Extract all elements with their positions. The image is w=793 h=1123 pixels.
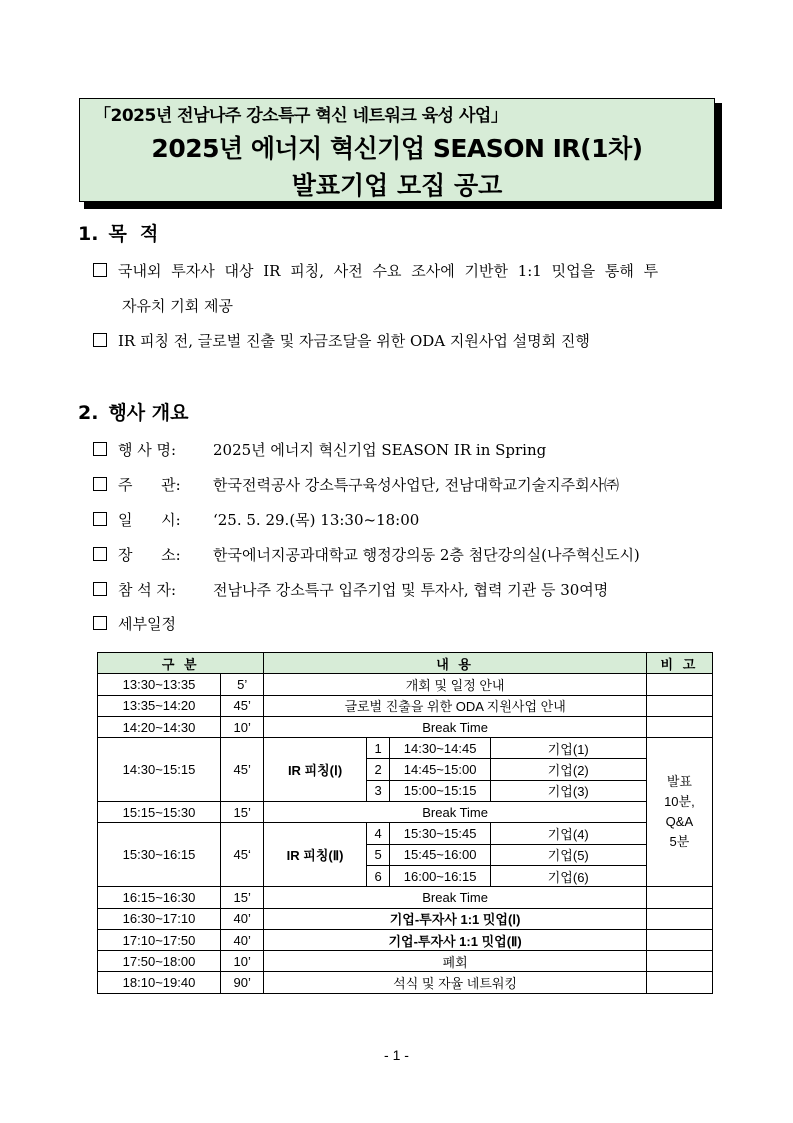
checkbox-square-icon: [93, 547, 107, 561]
note-presentation: [646, 738, 712, 887]
duration-cell: 40’: [220, 929, 263, 950]
note-cell: [646, 887, 712, 908]
table-row: [98, 674, 713, 695]
slot-time: 14:45~15:00: [390, 759, 490, 780]
section2-number: 2.: [78, 402, 99, 424]
checkbox-square-icon: [93, 333, 107, 347]
table-row: [98, 716, 713, 737]
slot-number: 2: [366, 759, 390, 780]
item-label: 장 소:: [118, 546, 181, 564]
duration-cell: 40’: [220, 908, 263, 929]
slot-company: 기업(3): [490, 780, 646, 801]
section1-heading: [78, 219, 158, 246]
note-line: 5분: [669, 834, 690, 850]
session-cell: IR 피칭(Ⅰ): [264, 738, 366, 802]
note-line: 발표: [666, 773, 692, 789]
checkbox-square-icon: [93, 582, 107, 596]
header-division: 구 분: [98, 653, 264, 674]
overview-item-attendees: [93, 579, 608, 600]
item-value: 2025년 에너지 혁신기업 SEASON IR in Spring: [213, 441, 547, 459]
schedule-table: [97, 652, 713, 994]
note-line: Q&A: [665, 814, 694, 830]
checkbox-square-icon: [93, 263, 107, 277]
slot-time: 15:45~16:00: [390, 844, 490, 865]
slot-time: 15:00~15:15: [390, 780, 490, 801]
overview-item-name: [93, 439, 546, 460]
time-cell: 16:15~16:30: [98, 887, 221, 908]
checkbox-square-icon: [93, 442, 107, 456]
time-cell: 13:30~13:35: [98, 674, 221, 695]
slot-number: 4: [366, 823, 390, 844]
note-cell: [646, 695, 712, 716]
duration-cell: 45‘: [220, 823, 263, 887]
note-cell: [646, 972, 712, 993]
content-cell: 석식 및 자율 네트워킹: [264, 972, 646, 993]
table-row: [98, 738, 713, 759]
time-cell: 17:50~18:00: [98, 951, 221, 972]
content-cell: Break Time: [264, 716, 646, 737]
title-box: [79, 98, 715, 202]
item-value: 한국전력공사 강소특구육성사업단, 전남대학교기술지주회사㈜: [213, 476, 620, 494]
section1-bullet: [93, 330, 590, 351]
slot-company: 기업(6): [490, 865, 646, 886]
content-cell: Break Time: [264, 802, 646, 823]
duration-cell: 10’: [220, 951, 263, 972]
content-cell: 기업-투자사 1:1 밋업(Ⅰ): [264, 908, 646, 929]
item-value: 한국에너지공과대학교 행정강의동 2층 첨단강의실(나주혁신도시): [213, 546, 640, 564]
table-row: [98, 695, 713, 716]
title-sub: 발표기업 모집 공고: [291, 171, 503, 200]
item-label: 행 사 명:: [118, 441, 177, 459]
duration-cell: 15’: [220, 887, 263, 908]
item-value: 전남나주 강소특구 입주기업 및 투자사, 협력 기관 등 30여명: [213, 581, 609, 599]
table-header-row: [98, 653, 713, 674]
section1-bullet-cont: 자유치 기회 제공: [122, 297, 233, 315]
slot-number: 1: [366, 738, 390, 759]
item-label: 주 관:: [118, 476, 181, 494]
duration-cell: 10’: [220, 716, 263, 737]
note-line: 10분,: [664, 794, 695, 810]
duration-cell: 5’: [220, 674, 263, 695]
time-cell: 13:35~14:20: [98, 695, 221, 716]
duration-cell: 90’: [220, 972, 263, 993]
slot-time: 15:30~15:45: [390, 823, 490, 844]
table-row: [98, 823, 713, 844]
time-cell: 18:10~19:40: [98, 972, 221, 993]
slot-company: 기업(1): [490, 738, 646, 759]
note-cell: [646, 716, 712, 737]
slot-time: 14:30~14:45: [390, 738, 490, 759]
session-cell: IR 피칭(Ⅱ): [264, 823, 366, 887]
slot-number: 6: [366, 865, 390, 886]
table-row: [98, 908, 713, 929]
section2-heading: [78, 398, 188, 425]
overview-item-host: [93, 474, 619, 495]
overview-item-place: [93, 544, 640, 565]
section1-number: 1.: [78, 223, 99, 245]
table-row: [98, 972, 713, 993]
note-cell: [646, 674, 712, 695]
slot-company: 기업(2): [490, 759, 646, 780]
overview-item-detail: [93, 613, 176, 634]
table-row: [98, 929, 713, 950]
item-value: ‘25. 5. 29.(목) 13:30~18:00: [213, 511, 420, 529]
checkbox-square-icon: [93, 477, 107, 491]
slot-time: 16:00~16:15: [390, 865, 490, 886]
time-cell: 15:15~15:30: [98, 802, 221, 823]
note-cell: [646, 908, 712, 929]
table-row: [98, 951, 713, 972]
content-cell: 개회 및 일정 안내: [264, 674, 646, 695]
content-cell: Break Time: [264, 887, 646, 908]
bullet-text: 국내외 투자사 대상 IR 피칭, 사전 수요 조사에 기반한 1:1 밋업을 통해 투: [118, 262, 659, 280]
checkbox-square-icon: [93, 616, 107, 630]
table-row: [98, 802, 713, 823]
header-note: 비 고: [646, 653, 712, 674]
slot-number: 5: [366, 844, 390, 865]
time-cell: 14:30~15:15: [98, 738, 221, 802]
item-label: 참 석 자:: [118, 581, 177, 599]
duration-cell: 45’: [220, 695, 263, 716]
slot-company: 기업(4): [490, 823, 646, 844]
time-cell: 14:20~14:30: [98, 716, 221, 737]
header-content: 내 용: [264, 653, 646, 674]
slot-number: 3: [366, 780, 390, 801]
checkbox-square-icon: [93, 512, 107, 526]
time-cell: 16:30~17:10: [98, 908, 221, 929]
slot-company: 기업(5): [490, 844, 646, 865]
note-cell: [646, 951, 712, 972]
bullet-text: IR 피칭 전, 글로벌 진출 및 자금조달을 위한 ODA 지원사업 설명회 진행: [118, 332, 590, 350]
section1-title: 목 적: [108, 223, 159, 245]
time-cell: 17:10~17:50: [98, 929, 221, 950]
duration-cell: 45’: [220, 738, 263, 802]
item-label: 일 시:: [118, 511, 181, 529]
content-cell: 기업-투자사 1:1 밋업(Ⅱ): [264, 929, 646, 950]
section2-title: 행사 개요: [108, 402, 189, 424]
section1-bullet: [93, 260, 658, 281]
page-number: - 1 -: [384, 1047, 409, 1063]
note-cell: [646, 929, 712, 950]
title-project-name: 「2025년 전남나주 강소특구 혁신 네트워크 육성 사업」: [94, 106, 508, 126]
time-cell: 15:30~16:15: [98, 823, 221, 887]
overview-item-date: [93, 509, 419, 530]
item-label: 세부일정: [118, 615, 176, 633]
table-row: [98, 887, 713, 908]
content-cell: 폐회: [264, 951, 646, 972]
content-cell: 글로벌 진출을 위한 ODA 지원사업 안내: [264, 695, 646, 716]
title-main: 2025년 에너지 혁신기업 SEASON IR(1차): [151, 134, 643, 163]
duration-cell: 15’: [220, 802, 263, 823]
